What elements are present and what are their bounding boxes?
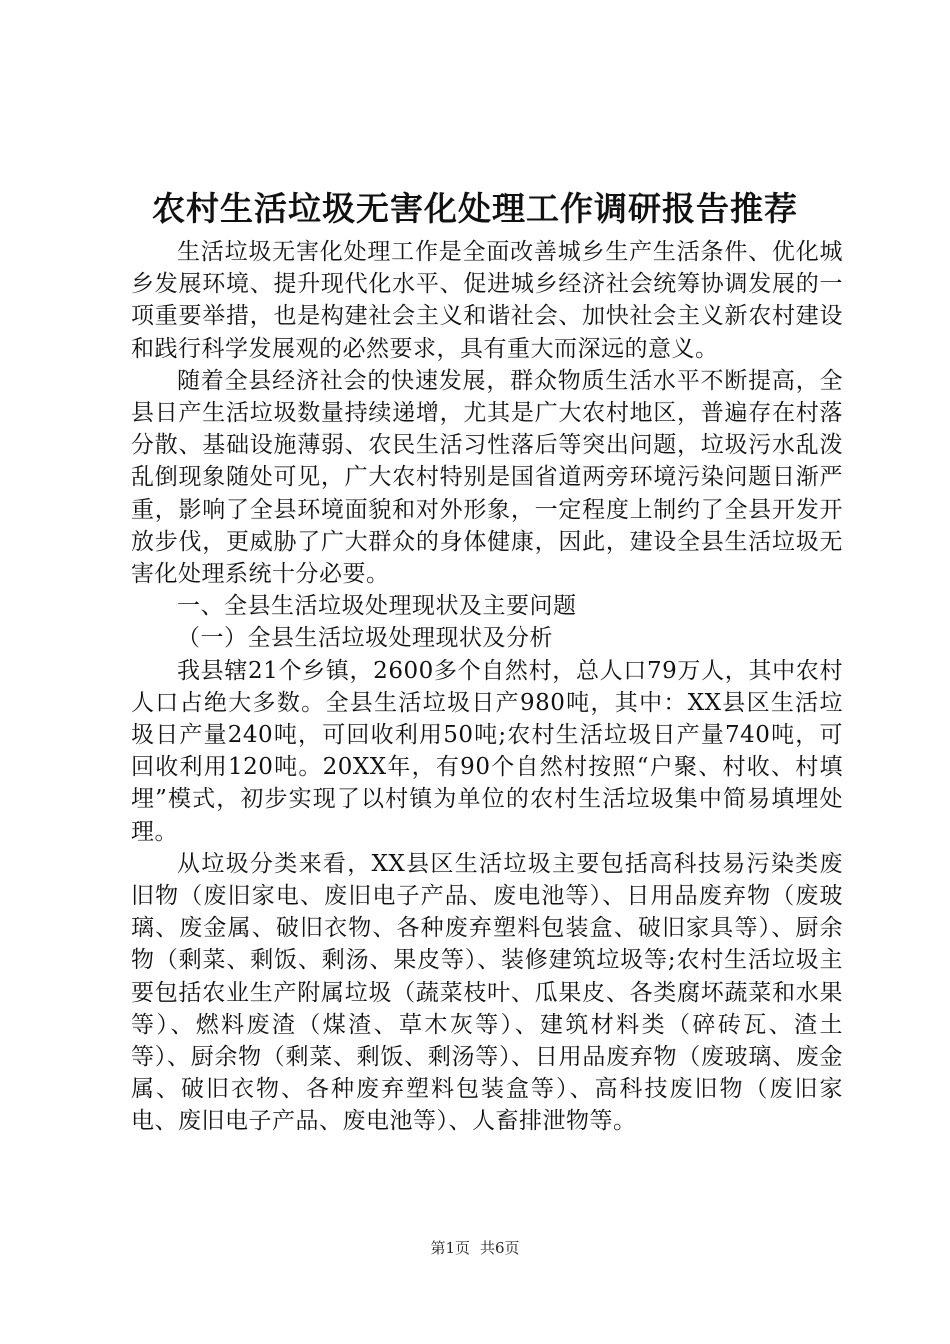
body-paragraph: 我县辖21个乡镇，2600多个自然村，总人口79万人，其中农村人口占绝大多数。全县生活垃圾日产980吨，其中：XX县区生活垃圾日产量240吨，可回收利用50吨;农村生活垃圾日产量740吨，可回收利用120吨。20XX年，有90个自然村按照“户聚、村收、村填埋”模式，初步实现了以村镇为单位的农村生活垃圾集中简易填埋处理。 xyxy=(131,657,843,845)
document-title: 农村生活垃圾无害化处理工作调研报告推荐 xyxy=(152,189,798,228)
body-paragraph: 从垃圾分类来看，XX县区生活垃圾主要包括高科技易污染类废旧物（废旧家电、废旧电子产品、废电池等）、日用品废弃物（废玻璃、废金属、破旧衣物、各种废弃塑料包装盒、破旧家具等）、厨余物（剩菜、剩饭、剩汤、果皮等）、装修建筑垃圾等;农村生活垃圾主要包括农业生产附属垃圾（蔬菜枝叶、瓜果皮、各类腐坏蔬菜和水果等）、燃料废渣（煤渣、草木灰等）、建筑材料类（碎砖瓦、渣土等）、厨余物（剩菜、剩饭、剩汤等）、日用品废弃物（废玻璃、废金属、破旧衣物、各种废弃塑料包装盒等）、高科技废旧物（废旧家电、废旧电子产品、废电池等）、人畜排泄物等。 xyxy=(131,850,843,1135)
page-number: 第1页 xyxy=(430,1239,470,1257)
section-heading: 一、全县生活垃圾处理现状及主要问题 xyxy=(177,593,577,620)
body-paragraph: 随着全县经济社会的快速发展，群众物质生活水平不断提高，全县日产生活垃圾数量持续递增，尤其是广大农村地区，普遍存在村落分散、基础设施薄弱、农民生活习性落后等突出问题，垃圾污水乱泼乱倒现象随处可见，广大农村特别是国省道两旁环境污染问题日渐严重，影响了全县环境面貌和对外形象，一定程度上制约了全县开发开放步伐，更威胁了广大群众的身体健康，因此，建设全县生活垃圾无害化处理系统十分必要。 xyxy=(131,367,843,588)
page-footer xyxy=(0,1238,950,1258)
document-body xyxy=(131,236,843,1138)
page-total: 共6页 xyxy=(480,1239,520,1257)
body-paragraph: 生活垃圾无害化处理工作是全面改善城乡生产生活条件、优化城乡发展环境、提升现代化水平、促进城乡经济社会统筹协调发展的一项重要举措，也是构建社会主义和谐社会、加快社会主义新农村建设和践行科学发展观的必然要求，具有重大而深远的意义。 xyxy=(131,239,843,362)
subsection-heading: （一）全县生活垃圾处理现状及分析 xyxy=(177,625,553,652)
